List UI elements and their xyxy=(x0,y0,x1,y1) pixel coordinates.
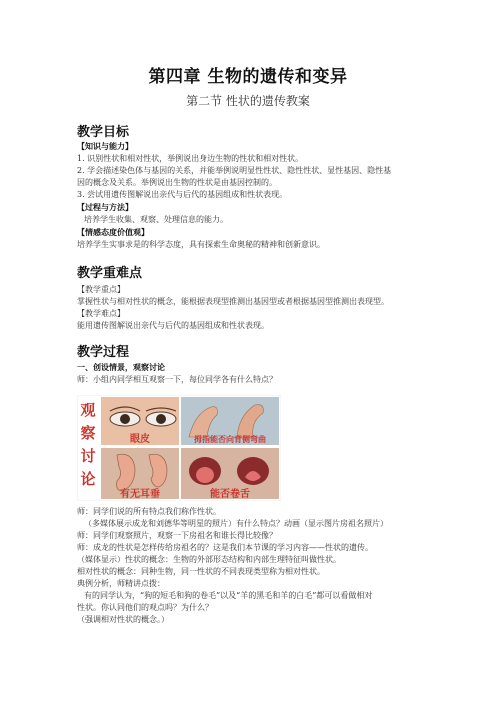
goal-line-2: 2. 学会描述染色体与基因的关系，并能举例说明显性性状、隐性性状、显性基因、隐性基 xyxy=(77,166,392,175)
side-char-3: 讨 xyxy=(80,447,96,465)
emotion-label: 【情感态度价值观】 xyxy=(77,228,149,237)
goals-heading: 教学目标 xyxy=(77,125,130,140)
process-text-5: 师：成龙的性状是怎样传给房祖名的？这是我们本节课的学习内容——性状的遗传。 xyxy=(77,543,373,552)
process-text-2: 师：同学们说的所有特点我们称作性状。 xyxy=(77,507,221,516)
process-text-7: 相对性状的概念：同种生物，同一性状的不同表现类型称为相对性状。 xyxy=(77,567,325,576)
process-text-4: 师：同学们观察照片，观察一下房祖名和谁长得比较像？ xyxy=(77,531,277,540)
photo-thumb xyxy=(181,397,279,445)
process-text-3: （多媒体展示成龙和刘德华等明星的照片）有什么特点？动画（显示图片房祖名照片） xyxy=(84,519,388,528)
caption-thumb: 拇指能否向背侧弯曲 xyxy=(194,435,266,444)
hard-point-text: 能用遗传图解说出亲代与后代的基因组成和性状表现。 xyxy=(77,321,269,330)
knowledge-label: 【知识与能力】 xyxy=(77,142,133,151)
caption-earlobe: 有无耳垂 xyxy=(120,489,160,500)
process-method-text: 培养学生收集、观察、处理信息的能力。 xyxy=(84,215,228,224)
process-text-6: （媒体显示）性状的概念：生物的外部形态结构和内部生理特征叫做性状。 xyxy=(77,555,341,564)
goal-line-2b: 因的概念及关系。举例说出生物的性状是由基因控制的。 xyxy=(77,178,277,187)
process-text-1: 师：小组内同学相互观察一下，每位同学各有什么特点？ xyxy=(77,375,277,384)
process-text-11: （强调相对性状的概念。） xyxy=(77,615,169,624)
goal-line-1: 1. 识别性状和相对性状，举例说出身边生物的性状和相对性状。 xyxy=(77,154,304,163)
process-text-9: 有的同学认为，“狗的短毛和狗的卷毛”以及“羊的黑毛和羊的白毛”都可以看做相对 xyxy=(84,591,373,600)
key-point-text: 掌握性状与相对性状的概念，能根据表现型推测出基因型或者根据基因型推测出表现型。 xyxy=(77,297,389,306)
process-heading: 教学过程 xyxy=(77,345,130,360)
photo-tongue xyxy=(181,448,279,500)
chapter-title: 第四章 生物的遗传和变异 xyxy=(148,67,348,87)
side-char-1: 观 xyxy=(80,401,96,419)
photo-earlobe xyxy=(101,448,179,500)
caption-tongue: 能否卷舌 xyxy=(210,489,250,500)
emotion-text: 培养学生实事求是的科学态度，具有探索生命奥秘的精神和创新意识。 xyxy=(77,240,325,249)
caption-eyelid: 眼皮 xyxy=(130,434,150,445)
key-point-label: 【教学重点】 xyxy=(77,285,125,294)
hard-point-label: 【教学难点】 xyxy=(77,309,125,318)
photo-eyelid xyxy=(101,397,179,445)
section-title: 第二节 性状的遗传教案 xyxy=(186,94,310,108)
step-1-heading: 一、创设情景，观察讨论 xyxy=(77,363,165,372)
process-text-10: 性状。你认同他们的观点吗？为什么？ xyxy=(77,603,213,612)
goal-line-3: 3. 尝试用遗传图解说出亲代与后代的基因组成和性状表现。 xyxy=(77,190,288,199)
process-method-label: 【过程与方法】 xyxy=(77,203,133,212)
observation-figure xyxy=(77,395,281,501)
side-char-4: 论 xyxy=(80,470,96,488)
difficulty-heading: 教学重难点 xyxy=(77,266,143,281)
side-char-2: 察 xyxy=(80,424,96,442)
process-text-8: 典例分析，师精讲点拨： xyxy=(77,579,165,588)
